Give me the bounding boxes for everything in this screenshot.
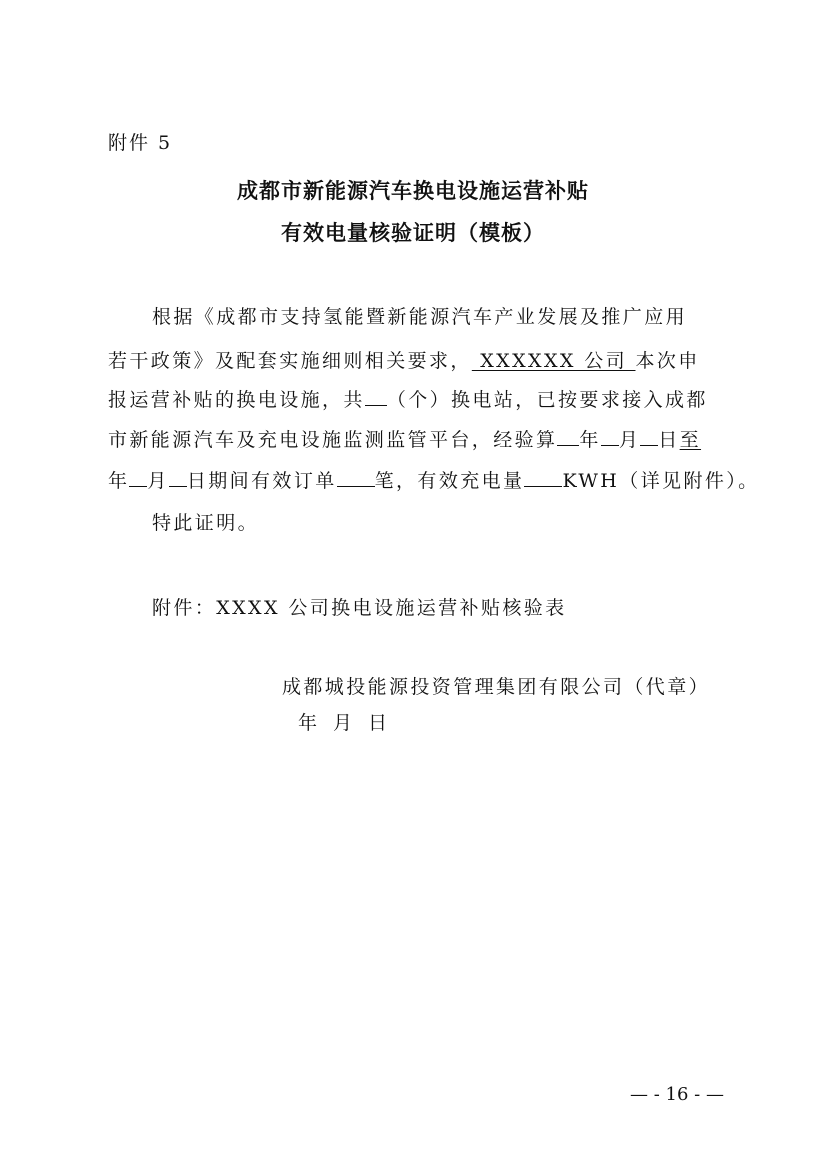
day-label: 日	[658, 429, 680, 451]
station-count-blank	[365, 388, 387, 406]
signature-date	[298, 708, 403, 735]
attachment-note: 附件：XXXX 公司换电设施运营补贴核验表	[152, 597, 567, 619]
paragraph-text: 报运营补贴的换电设施，共	[108, 389, 365, 411]
month-label: 月	[147, 470, 169, 492]
attachment-label: 附件 5	[108, 132, 173, 154]
signature-month-label: 月	[333, 712, 355, 734]
to-label: 至	[679, 429, 702, 451]
document-title-line-1: 成都市新能源汽车换电设施运营补贴	[237, 179, 589, 203]
paragraph-text: （个）换电站，已按要求接入成都	[386, 389, 708, 411]
paragraph-line-1	[152, 302, 687, 329]
paragraph-text: 若干政策》及配套实施细则相关要求，	[108, 350, 472, 372]
page-number: — - 16 - —	[630, 1084, 724, 1105]
paragraph-line-4	[108, 425, 701, 452]
paragraph-text: 市新能源汽车及充电设施监测监管平台，经验算	[108, 429, 558, 451]
document-title-line-2: 有效电量核验证明（模板）	[281, 221, 545, 245]
paragraph-line-2	[108, 346, 700, 373]
start-year-blank	[557, 428, 579, 446]
year-label: 年	[108, 470, 130, 492]
end-day-blank	[169, 469, 187, 487]
end-month-blank	[129, 469, 147, 487]
paragraph-text: 日期间有效订单	[186, 470, 337, 492]
signing-organization: 成都城投能源投资管理集团有限公司（代章）	[282, 676, 711, 698]
paragraph-text: KWH（详见附件）。	[562, 470, 760, 492]
year-label: 年	[579, 429, 601, 451]
paragraph-text: 笔，有效充电量	[374, 470, 525, 492]
paragraph-line-5	[108, 466, 760, 493]
paragraph-text: 根据《成都市支持氢能暨新能源汽车产业发展及推广应用	[152, 306, 688, 328]
month-label: 月	[618, 429, 641, 451]
start-day-blank	[640, 428, 658, 446]
paragraph-line-3	[108, 385, 708, 412]
signature-day-label: 日	[368, 712, 390, 734]
paragraph-text: 本次申	[635, 350, 700, 372]
energy-amount-blank	[524, 469, 562, 487]
order-count-blank	[337, 469, 375, 487]
certification-statement: 特此证明。	[152, 512, 260, 534]
company-name-placeholder: XXXXXX 公司	[471, 350, 636, 372]
start-month-blank	[601, 428, 619, 446]
signature-year-label: 年	[298, 712, 320, 734]
